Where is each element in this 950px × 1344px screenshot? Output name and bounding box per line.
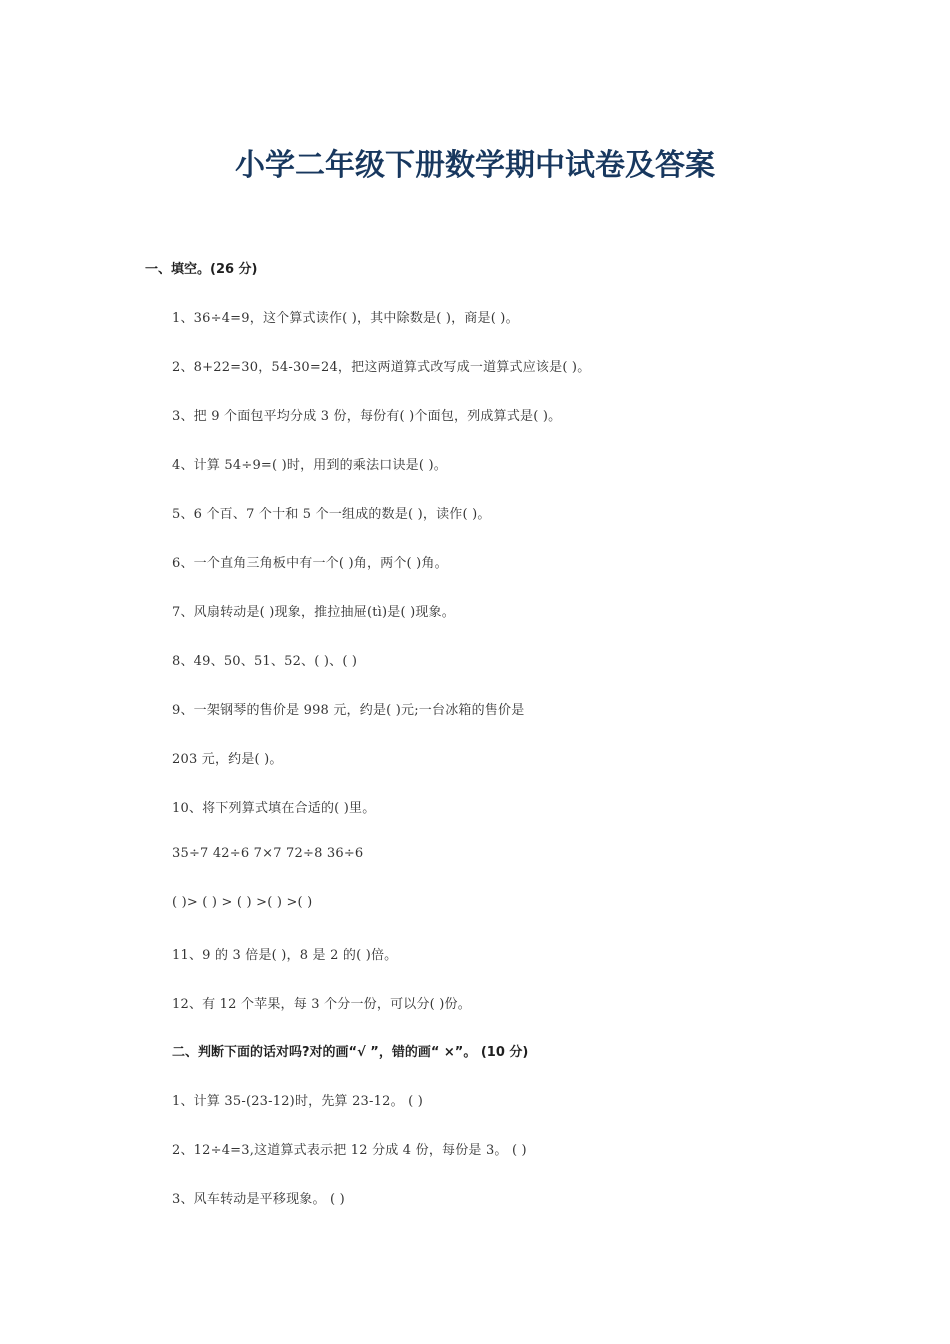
question-line: 8、49、50、51、52、( )、( ) [172,654,358,669]
question-line: 2、12÷4=3,这道算式表示把 12 分成 4 份，每份是 3。 ( ) [172,1143,527,1158]
ordering-blanks: ( )> ( ) > ( ) >( ) >( ) [172,895,313,910]
question-line: 11、9 的 3 倍是( )，8 是 2 的( )倍。 [172,948,398,963]
question-line: 3、风车转动是平移现象。 ( ) [172,1192,345,1207]
question-line: 1、计算 35-(23-12)时，先算 23-12。 ( ) [172,1094,423,1109]
question-line: 2、8+22=30，54-30=24，把这两道算式改写成一道算式应该是( )。 [172,360,591,375]
question-line: 10、将下列算式填在合适的( )里。 [172,801,376,816]
expression-list: 35÷7 42÷6 7×7 72÷8 36÷6 [172,846,364,861]
question-line: 1、36÷4=9，这个算式读作( )，其中除数是( )，商是( )。 [172,311,519,326]
page-title: 小学二年级下册数学期中试卷及答案 [235,148,715,183]
question-line: 4、计算 54÷9=( )时，用到的乘法口诀是( )。 [172,458,447,473]
section-heading-true-false: 二、判断下面的话对吗?对的画“√ ”，错的画“ ×”。 (10 分) [172,1045,529,1060]
question-line: 7、风扇转动是( )现象，推拉抽屉(tì)是( )现象。 [172,605,455,620]
question-line: 5、6 个百、7 个十和 5 个一组成的数是( )，读作( )。 [172,507,491,522]
question-line: 203 元，约是( )。 [172,752,283,767]
question-line: 9、一架钢琴的售价是 998 元，约是( )元;一台冰箱的售价是 [172,703,525,718]
section-heading-fill-in: 一、填空。(26 分) [145,262,258,277]
question-line: 6、一个直角三角板中有一个( )角，两个( )角。 [172,556,448,571]
question-line: 12、有 12 个苹果，每 3 个分一份，可以分( )份。 [172,997,471,1012]
question-line: 3、把 9 个面包平均分成 3 份，每份有( )个面包，列成算式是( )。 [172,409,562,424]
